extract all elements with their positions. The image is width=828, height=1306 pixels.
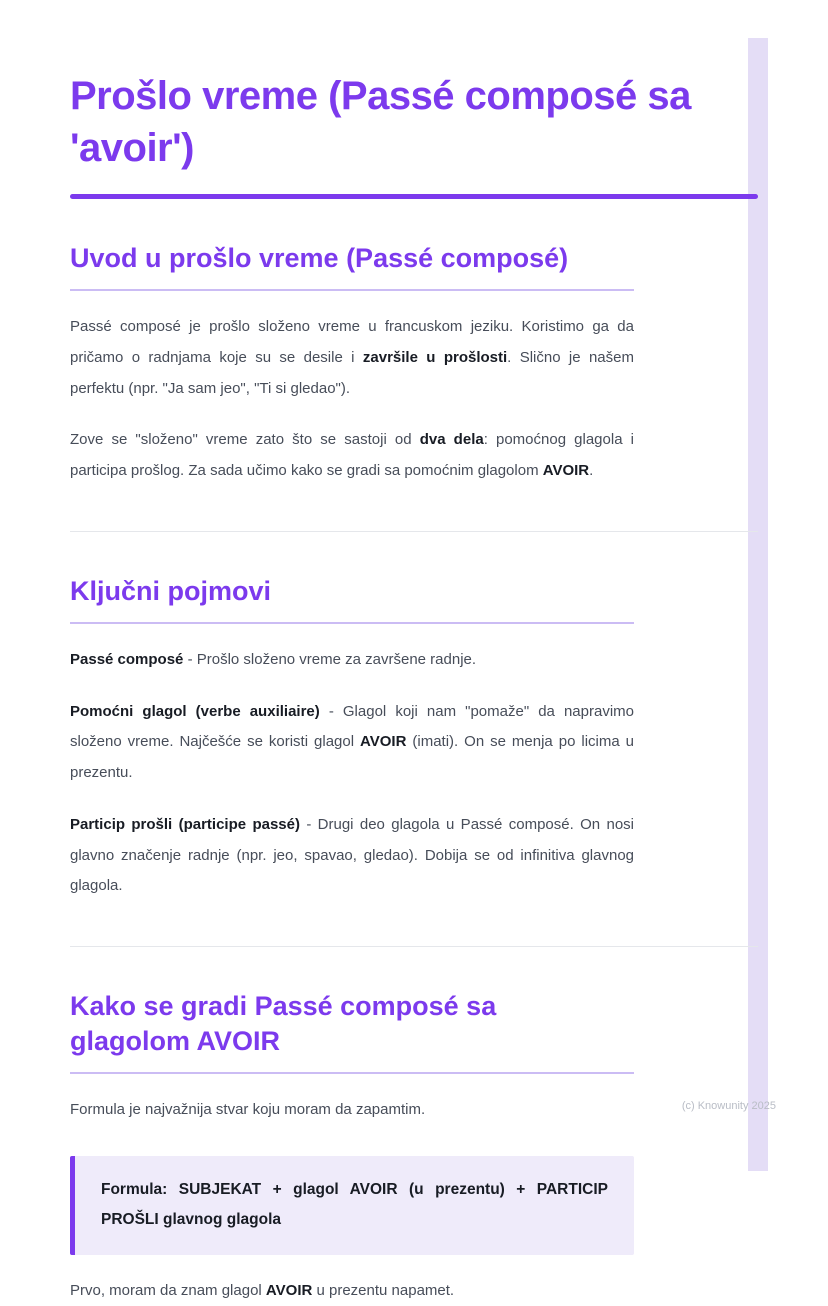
section-heading-uvod: Uvod u prošlo vreme (Passé composé)	[70, 243, 569, 273]
section-heading-underline	[70, 622, 634, 624]
section-divider	[70, 531, 758, 532]
section-divider	[70, 946, 758, 947]
title-rule	[70, 194, 758, 199]
section-heading-underline	[70, 289, 634, 291]
paragraph: Passé composé je prošlo složeno vreme u francuskom jeziku. Koristimo ga da pričamo o radnjama koje su se desile i završile u prošlosti. Slično je našem perfektu (npr. "Ja sam jeo", "Ti si gledao").	[70, 318, 634, 397]
paragraph: Pomoćni glagol (verbe auxiliaire) - Glagol koji nam "pomaže" da napravimo složeno vreme. Najčešće se koristi glagol AVOIR (imati). On se menja po licima u prezentu.	[70, 702, 634, 782]
paragraph: Particip prošli (participe passé) - Drugi deo glagola u Passé composé. On nosi glavno značenje radnje (npr. jeo, spavao, gledao). Dobija se od infinitiva glavnog glagola.	[70, 815, 634, 895]
paragraph: Formula je najvažnija stvar koju moram da zapamtim.	[70, 1101, 426, 1119]
copyright-footer: (c) Knowunity 2025	[681, 1100, 776, 1112]
page-title: Prošlo vreme (Passé composé sa 'avoir')	[70, 74, 691, 170]
paragraph: Zove se "složeno" vreme zato što se sastoji od dva dela: pomoćnog glagola i participa prošlog. Za sada učimo kako se gradi sa pomoćnim glagolom AVOIR.	[70, 431, 634, 480]
formula-text: Formula: SUBJEKAT + glagol AVOIR (u prezentu) + PARTICIP PROŠLI glavnog glagola	[101, 1181, 608, 1229]
paragraph: Passé composé - Prošlo složeno vreme za završene radnje.	[70, 650, 477, 668]
section-kljucni-pojmovi	[70, 574, 758, 902]
section-heading-underline	[70, 1072, 634, 1074]
document-content	[70, 0, 758, 1306]
section-uvod	[70, 241, 758, 487]
section-heading-kako-se-gradi: Kako se gradi Passé composé sa glagolom AVOIR	[70, 991, 497, 1057]
section-kako-se-gradi	[70, 989, 758, 1306]
section-heading-kljucni-pojmovi: Ključni pojmovi	[70, 575, 272, 606]
paragraph: Prvo, moram da znam glagol AVOIR u prezentu napamet.	[70, 1281, 455, 1299]
